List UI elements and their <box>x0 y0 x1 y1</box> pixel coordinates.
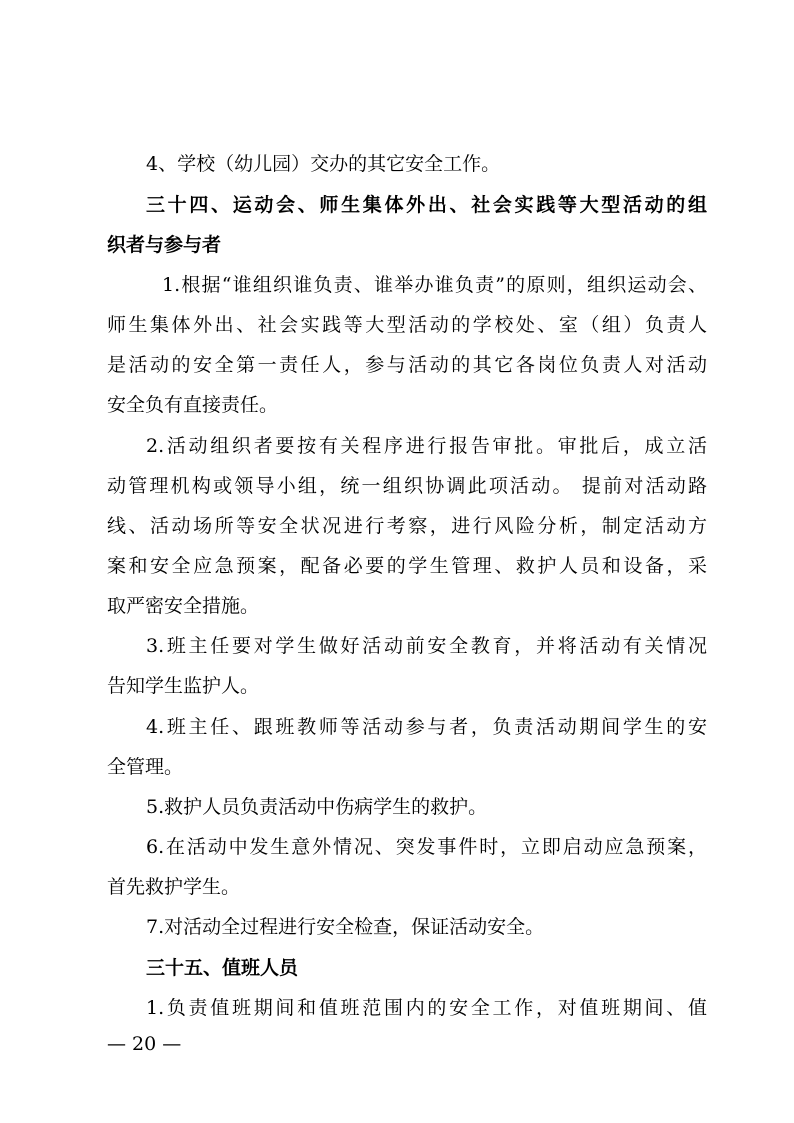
paragraph-line: 动管理机构或领导小组，统一组织协调此项活动。 提前对活动路 <box>107 475 707 497</box>
paragraph-line: 4、学校（幼儿园）交办的其它安全工作。 <box>146 153 501 175</box>
paragraph-line: 1.根据“谁组织谁负责、谁举办谁负责”的原则，组织运动会、 <box>162 274 707 296</box>
paragraph-line: 7.对活动全过程进行安全检查，保证活动安全。 <box>146 916 545 938</box>
paragraph-line: 案和安全应急预案，配备必要的学生管理、救护人员和设备，采 <box>107 555 707 577</box>
paragraph-line: 是活动的安全第一责任人，参与活动的其它各岗位负责人对活动 <box>107 354 707 376</box>
section-heading-continuation: 织者与参与者 <box>107 234 222 256</box>
paragraph-line: 线、活动场所等安全状况进行考察，进行风险分析，制定活动方 <box>107 515 707 537</box>
paragraph-line: 4.班主任、跟班教师等活动参与者，负责活动期间学生的安 <box>146 716 707 738</box>
paragraph-line: 取严密安全措施。 <box>107 595 260 617</box>
page-number: — 20 — <box>107 1033 182 1055</box>
paragraph-line: 2.活动组织者要按有关程序进行报告审批。审批后，成立活 <box>146 435 707 457</box>
paragraph-line: 全管理。 <box>107 756 184 778</box>
paragraph-line: 师生集体外出、社会实践等大型活动的学校处、室（组）负责人 <box>107 314 707 336</box>
section-heading: 三十四、运动会、师生集体外出、社会实践等大型活动的组 <box>146 194 707 216</box>
paragraph-line: 告知学生监护人。 <box>107 675 260 697</box>
paragraph-line: 安全负有直接责任。 <box>107 394 279 416</box>
paragraph-line: 5.救护人员负责活动中伤病学生的救护。 <box>146 796 488 818</box>
section-heading: 三十五、值班人员 <box>146 957 299 979</box>
paragraph-line: 3.班主任要对学生做好活动前安全教育，并将活动有关情况 <box>146 635 707 657</box>
paragraph-line: 6.在活动中发生意外情况、突发事件时，立即启动应急预案， <box>146 836 707 858</box>
paragraph-line: 首先救护学生。 <box>107 876 241 898</box>
paragraph-line: 1.负责值班期间和值班范围内的安全工作，对值班期间、值 <box>146 997 707 1019</box>
